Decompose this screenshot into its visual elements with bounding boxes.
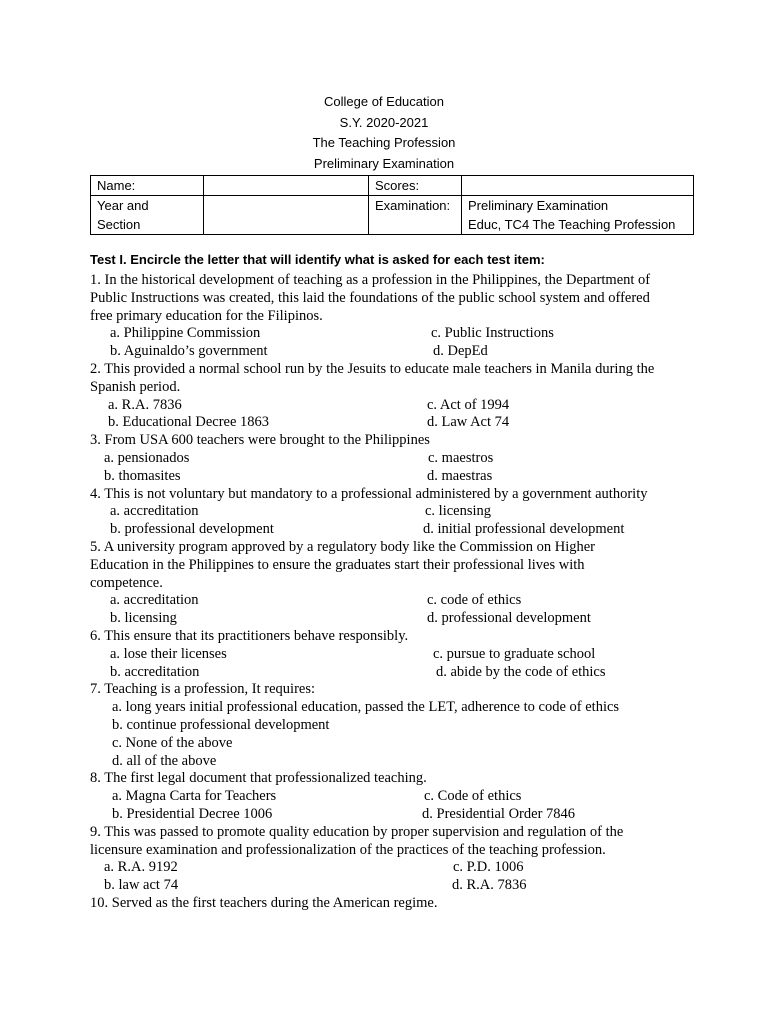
option-d[interactable]: d. DepEd — [433, 343, 488, 360]
question-text: 9. This was passed to promote quality education by proper supervision and regulation of the — [90, 823, 624, 840]
option-a[interactable]: a. R.A. 9192 — [104, 859, 178, 876]
exam-value-line2: Educ, TC4 The Teaching Profession — [468, 217, 676, 232]
option-row — [90, 468, 690, 486]
student-info-table — [90, 175, 694, 235]
question-text: 8. The first legal document that professionalized teaching. — [90, 770, 427, 787]
name-label: Name: — [91, 176, 204, 196]
option-a[interactable]: a. pensionados — [104, 449, 190, 466]
option-row — [90, 877, 690, 895]
option-row — [90, 859, 690, 877]
question-text: 1. In the historical development of teaching as a profession in the Philippines, the Department of — [90, 272, 651, 288]
option-row — [90, 788, 690, 806]
option-row — [90, 503, 690, 521]
option-c[interactable]: c. Act of 1994 — [427, 396, 510, 413]
question-5 — [90, 539, 690, 628]
year-label-line1: Year and — [97, 198, 149, 213]
option-c[interactable]: c. Code of ethics — [424, 788, 522, 805]
scores-field[interactable] — [462, 176, 694, 196]
question-2 — [90, 361, 690, 432]
year-section-field[interactable] — [204, 196, 369, 235]
option-row — [90, 414, 690, 432]
option-b[interactable]: b. Aguinaldo’s government — [110, 343, 268, 360]
question-text: 2. This provided a normal school run by the Jesuits to educate male teachers in Manila during the — [90, 360, 655, 377]
examination-value — [462, 196, 694, 235]
option-a[interactable]: a. accreditation — [110, 592, 199, 609]
option-a[interactable]: a. R.A. 7836 — [108, 396, 182, 413]
option-d[interactable]: d. Presidential Order 7846 — [422, 805, 576, 822]
question-text: 6. This ensure that its practitioners behave responsibly. — [90, 627, 409, 644]
question-9 — [90, 824, 690, 895]
school-year: S.Y. 2020-2021 — [339, 114, 429, 130]
option-row — [90, 450, 690, 468]
option-b[interactable]: b. law act 74 — [104, 877, 179, 894]
option-c[interactable]: c. code of ethics — [427, 592, 522, 609]
name-field[interactable] — [204, 176, 369, 196]
question-4 — [90, 486, 690, 539]
exam-value-line1: Preliminary Examination — [468, 198, 609, 213]
scores-label: Scores: — [369, 176, 462, 196]
option-row — [90, 592, 690, 610]
option-a[interactable]: a. Philippine Commission — [110, 325, 261, 342]
option-c[interactable]: c. Public Instructions — [431, 325, 554, 342]
option-a[interactable]: a. lose their licenses — [110, 645, 227, 662]
question-10 — [90, 895, 690, 913]
option-d[interactable]: d. all of the above — [112, 752, 217, 769]
option-d[interactable]: d. Law Act 74 — [427, 414, 510, 431]
option-b[interactable]: b. Presidential Decree 1006 — [112, 805, 273, 822]
option-b[interactable]: b. licensing — [110, 610, 177, 627]
examination-label: Examination: — [369, 196, 462, 235]
option-row — [90, 806, 690, 824]
question-text: 4. This is not voluntary but mandatory to a professional administered by a government authority — [90, 485, 648, 502]
option-c[interactable]: c. P.D. 1006 — [453, 859, 524, 876]
question-list — [90, 272, 690, 913]
option-a[interactable]: a. Magna Carta for Teachers — [112, 788, 277, 805]
option-b[interactable]: b. accreditation — [110, 663, 200, 680]
option-d[interactable]: d. professional development — [427, 610, 591, 627]
course-title: The Teaching Profession — [312, 135, 456, 150]
option-a[interactable]: a. accreditation — [110, 503, 199, 520]
question-text: Public Instructions was created, this laid the foundations of the public school system and offered — [90, 289, 650, 306]
exam-header — [0, 92, 768, 174]
option-c[interactable]: c. maestros — [428, 449, 494, 466]
test-instructions: Test I. Encircle the letter that will identify what is asked for each test item: — [90, 252, 545, 267]
option-c[interactable]: c. licensing — [425, 503, 492, 520]
question-text: 5. A university program approved by a regulatory body like the Commission on Higher — [90, 538, 596, 555]
question-text: 10. Served as the first teachers during the American regime. — [90, 894, 438, 911]
exam-title: Preliminary Examination — [313, 155, 455, 171]
question-7 — [90, 681, 690, 770]
option-row — [90, 664, 690, 682]
option-row — [90, 325, 690, 343]
option-b[interactable]: b. continue professional development — [112, 716, 330, 733]
option-b[interactable]: b. Educational Decree 1863 — [108, 414, 270, 431]
option-b[interactable]: b. professional development — [110, 521, 274, 538]
option-a[interactable]: a. long years initial professional education, passed the LET, adherence to code of ethics — [112, 699, 620, 716]
question-text: Education in the Philippines to ensure the graduates start their professional lives with — [90, 556, 585, 573]
question-text: licensure examination and professionalization of the practices of the teaching profession. — [90, 841, 606, 858]
college-name: College of Education — [324, 94, 444, 109]
option-row — [90, 610, 690, 628]
question-text: 7. Teaching is a profession, It requires: — [90, 681, 316, 698]
option-row — [90, 646, 690, 664]
question-text: free primary education for the Filipinos. — [90, 307, 323, 324]
question-8 — [90, 770, 690, 823]
question-3 — [90, 432, 690, 485]
question-6 — [90, 628, 690, 681]
question-1 — [90, 272, 690, 361]
option-d[interactable]: d. abide by the code of ethics — [436, 663, 606, 680]
question-text: 3. From USA 600 teachers were brought to the Philippines — [90, 432, 430, 449]
option-c[interactable]: c. None of the above — [112, 734, 233, 751]
option-d[interactable]: d. maestras — [427, 467, 493, 484]
year-label-line2: Section — [97, 217, 141, 232]
option-row — [90, 521, 690, 539]
option-row — [90, 397, 690, 415]
question-text: Spanish period. — [90, 378, 181, 395]
option-row — [90, 343, 690, 361]
option-b[interactable]: b. thomasites — [104, 467, 181, 484]
option-c[interactable]: c. pursue to graduate school — [433, 645, 596, 662]
year-section-label — [91, 196, 204, 235]
question-text: competence. — [90, 574, 163, 591]
info-row-name — [91, 176, 694, 196]
info-row-section — [91, 196, 694, 235]
option-d[interactable]: d. R.A. 7836 — [452, 877, 527, 894]
option-d[interactable]: d. initial professional development — [423, 521, 625, 538]
